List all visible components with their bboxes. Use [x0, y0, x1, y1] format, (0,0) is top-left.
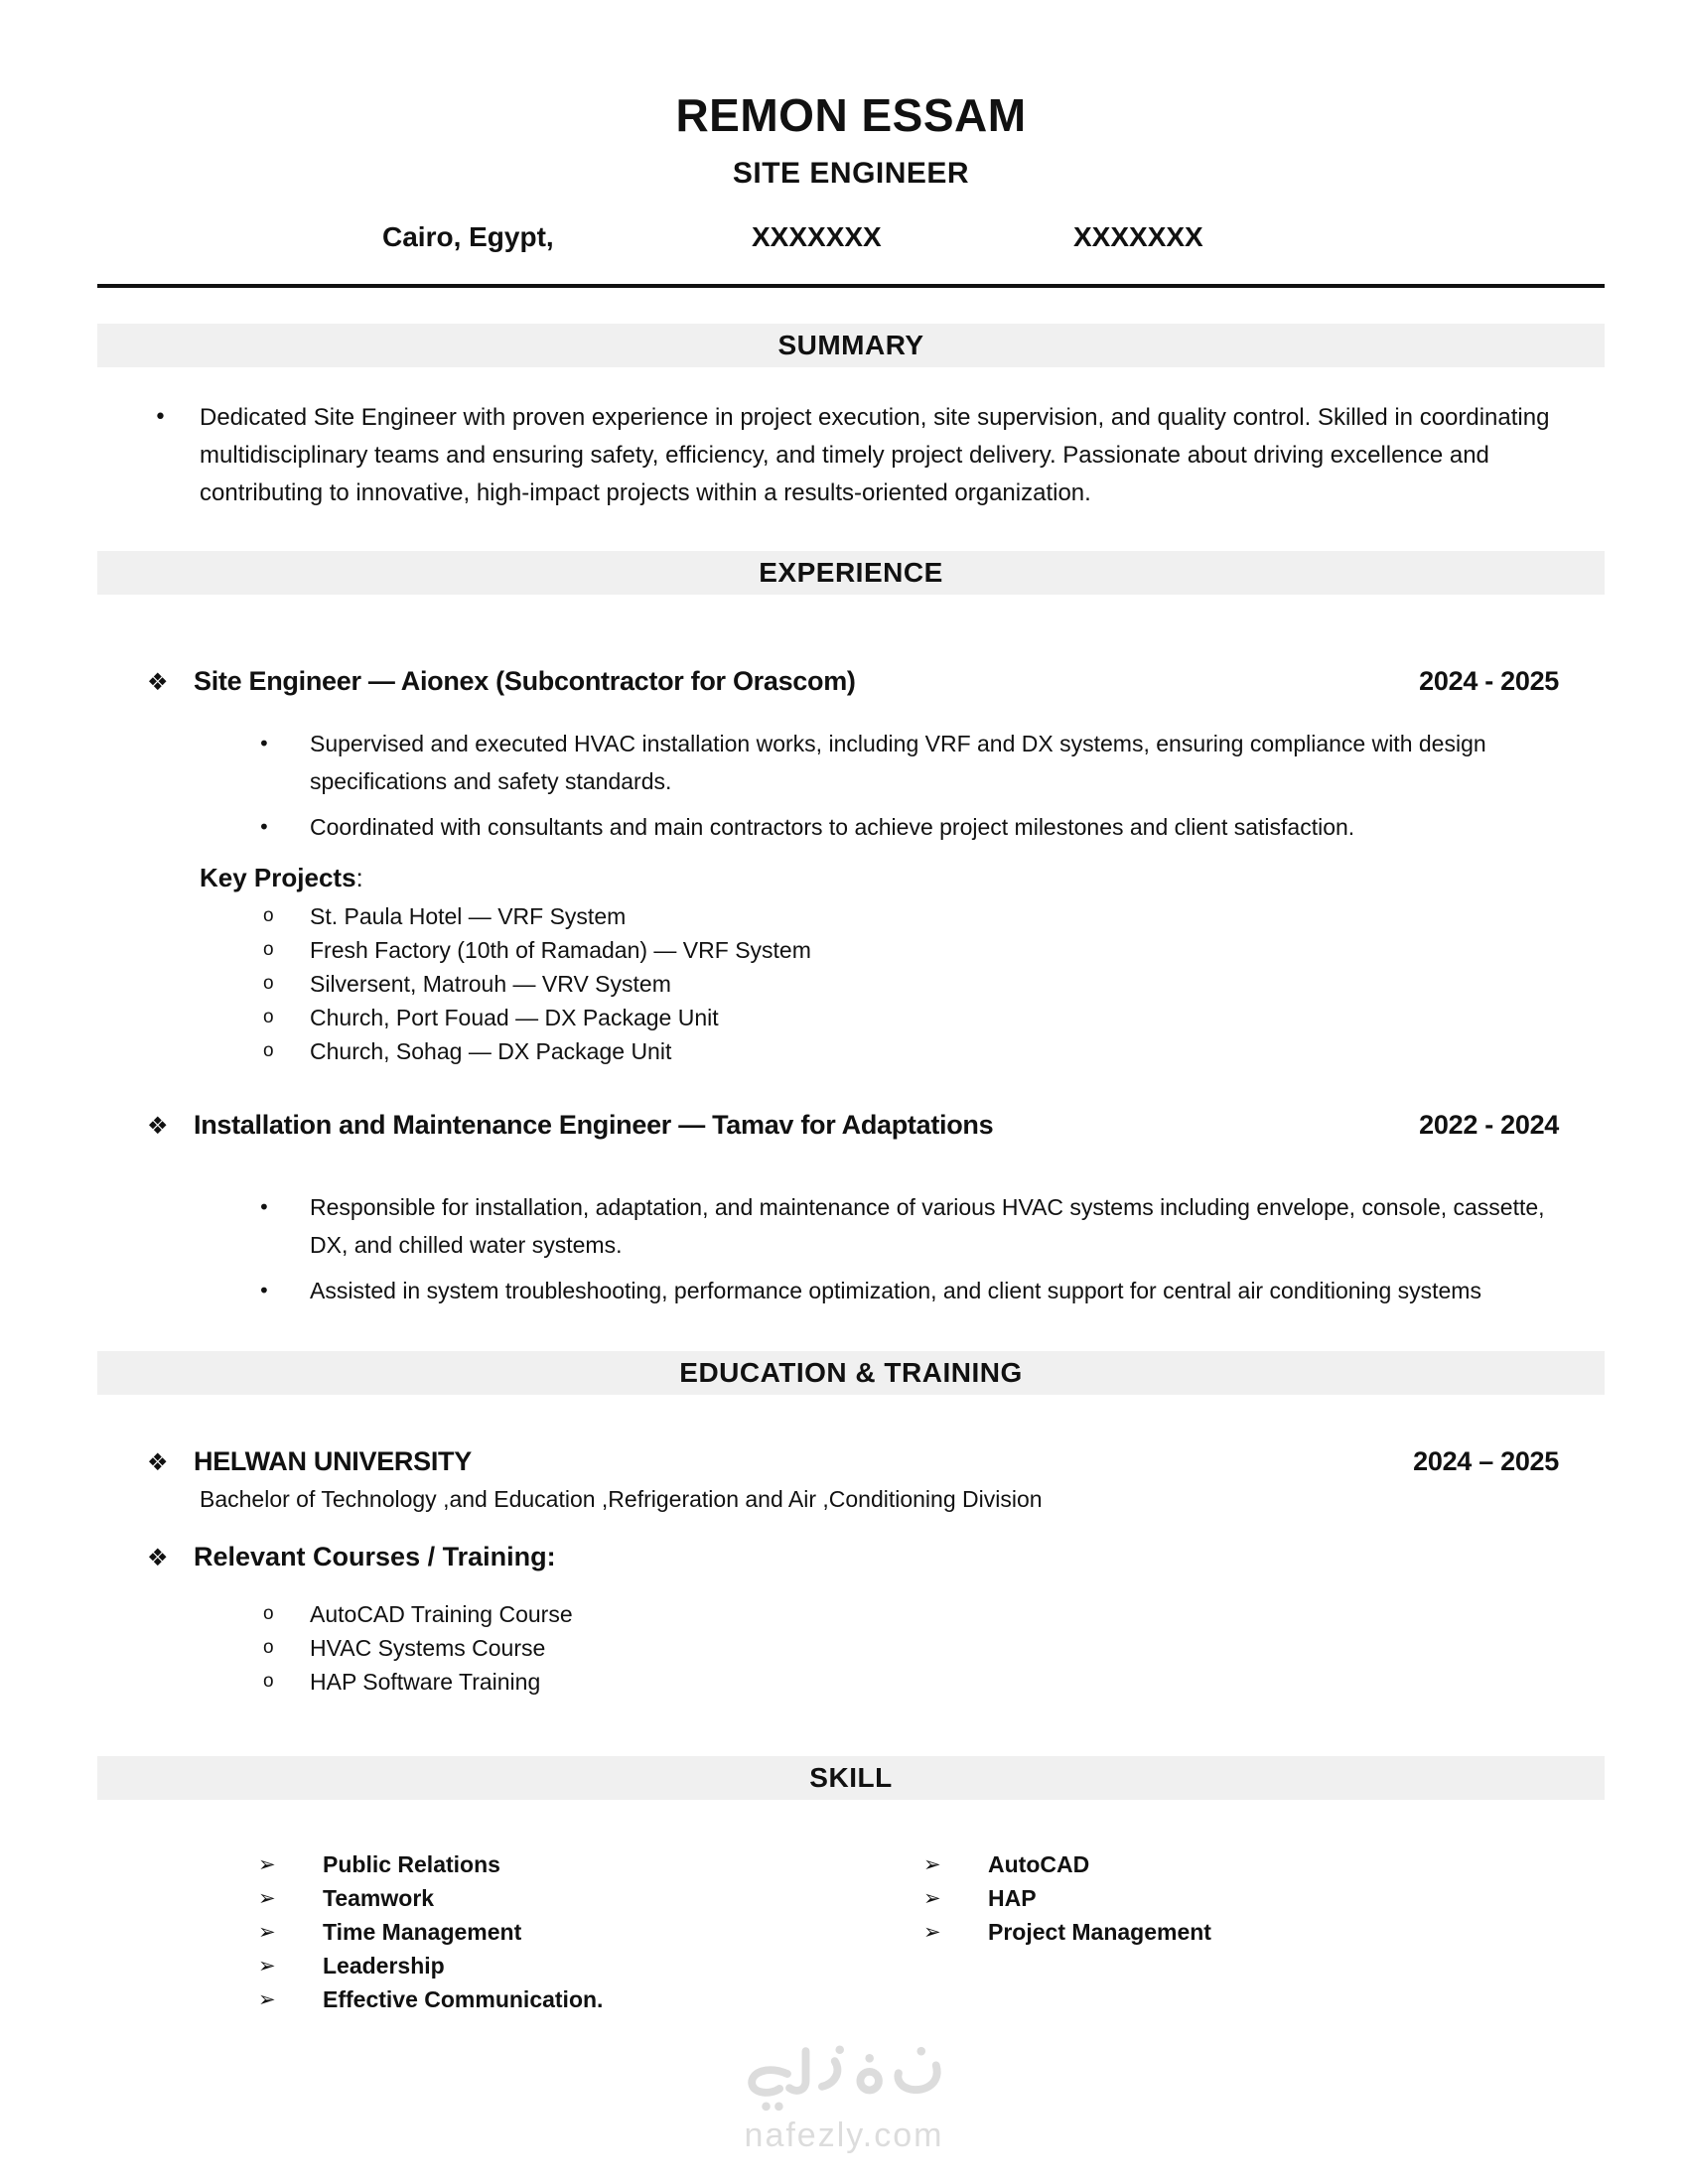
circle-bullet-icon: o: [263, 1637, 274, 1658]
arrow-bullet-icon: ➢: [258, 1987, 276, 2011]
key-projects-heading: [97, 862, 1605, 893]
skill-item: [923, 1915, 1420, 1949]
skill-item: [258, 1847, 923, 1881]
job-bullet-text: Coordinated with consultants and main contractors to achieve project milestones and client satisfaction.: [310, 814, 1355, 840]
circle-bullet-icon: o: [263, 939, 274, 960]
job-bullet: [97, 725, 1605, 800]
course-text: HAP Software Training: [310, 1669, 541, 1695]
circle-bullet-icon: o: [263, 973, 274, 994]
watermark-domain-text: nafezly.com: [744, 2116, 944, 2154]
diamond-bullet-icon: ❖: [147, 668, 169, 696]
nafezly-logo-arabic-icon: [738, 2044, 950, 2114]
summary-list: [97, 399, 1605, 512]
candidate-job-title: SITE ENGINEER: [732, 157, 970, 190]
arrow-bullet-icon: ➢: [923, 1852, 941, 1876]
job-bullet-text: Supervised and executed HVAC installation works, including VRF and DX systems, ensuring compliance with design specifications and safety standards.: [310, 731, 1486, 794]
bullet-dot-icon: •: [154, 405, 167, 430]
job1-dates: 2024 - 2025: [1419, 666, 1559, 696]
course-item: [97, 1631, 1605, 1665]
key-project-item: [97, 933, 1605, 967]
skills-left-column: [258, 1847, 923, 2016]
diamond-bullet-icon: ❖: [147, 1544, 169, 1571]
watermark: [0, 2044, 1688, 2153]
skill-text: Leadership: [323, 1953, 445, 1979]
university-heading-row: [97, 1444, 1605, 1479]
arrow-bullet-icon: ➢: [923, 1920, 941, 1944]
arrow-bullet-icon: ➢: [258, 1886, 276, 1910]
degree-text: Bachelor of Technology ,and Education ,Refrigeration and Air ,Conditioning Division: [200, 1486, 1043, 1512]
key-project-item: [97, 967, 1605, 1001]
course-item: [97, 1665, 1605, 1699]
job-bullet-text: Responsible for installation, adaptation, and maintenance of various HVAC systems including envelope, console, cassette, DX, and chilled water systems.: [310, 1194, 1545, 1258]
courses-heading-row: [97, 1541, 1605, 1573]
key-project-text: Church, Sohag — DX Package Unit: [310, 1038, 672, 1064]
circle-bullet-icon: o: [263, 1671, 274, 1692]
arrow-bullet-icon: ➢: [923, 1886, 941, 1910]
skills-right-column: [923, 1847, 1420, 2016]
course-text: HVAC Systems Course: [310, 1635, 546, 1661]
skill-text: Project Management: [988, 1919, 1211, 1945]
header-divider: [97, 284, 1605, 288]
job1-bullet-list: [97, 725, 1605, 846]
phone-masked-text: XXXXXXX: [752, 221, 882, 252]
skill-text: Teamwork: [323, 1885, 435, 1911]
skill-section-heading: SKILL: [97, 1756, 1605, 1800]
key-projects-colon: :: [355, 863, 363, 892]
key-project-item: [97, 1001, 1605, 1034]
circle-bullet-icon: o: [263, 1040, 274, 1061]
skill-item: [258, 1982, 923, 2016]
skill-item: [923, 1847, 1420, 1881]
job2-title: Installation and Maintenance Engineer — Tamav for Adaptations: [194, 1110, 994, 1140]
bullet-dot-icon: •: [258, 815, 270, 839]
job-bullet-text: Assisted in system troubleshooting, performance optimization, and client support for central air conditioning systems: [310, 1278, 1481, 1303]
summary-section-heading: SUMMARY: [97, 324, 1605, 367]
arrow-bullet-icon: ➢: [258, 1920, 276, 1944]
job1-heading-row: [97, 664, 1605, 699]
skill-item: [923, 1881, 1420, 1915]
email-masked-text: XXXXXXX: [1073, 221, 1203, 252]
job1-title: Site Engineer — Aionex (Subcontractor for Orascom): [194, 666, 856, 696]
location-text: Cairo, Egypt,: [382, 221, 554, 252]
circle-bullet-icon: o: [263, 1007, 274, 1027]
candidate-name: REMON ESSAM: [675, 89, 1027, 141]
key-projects-label: Key Projects: [200, 863, 356, 892]
courses-list: [97, 1597, 1605, 1699]
contact-row: [97, 221, 1605, 252]
bullet-dot-icon: •: [258, 1279, 270, 1302]
diamond-bullet-icon: ❖: [147, 1112, 169, 1140]
experience-section-heading: EXPERIENCE: [97, 551, 1605, 595]
arrow-bullet-icon: ➢: [258, 1954, 276, 1978]
course-item: [97, 1597, 1605, 1631]
skills-area: [97, 1847, 1605, 2016]
key-project-text: Fresh Factory (10th of Ramadan) — VRF System: [310, 937, 811, 963]
skill-text: Public Relations: [323, 1851, 500, 1877]
university-name: HELWAN UNIVERSITY: [194, 1446, 472, 1476]
key-project-text: St. Paula Hotel — VRF System: [310, 903, 627, 929]
job-bullet: [97, 1272, 1605, 1309]
education-section-heading: EDUCATION & TRAINING: [97, 1351, 1605, 1395]
circle-bullet-icon: o: [263, 1603, 274, 1624]
skill-text: Time Management: [323, 1919, 522, 1945]
summary-bullet: [97, 399, 1605, 512]
circle-bullet-icon: o: [263, 905, 274, 926]
job-bullet: [97, 808, 1605, 846]
key-project-text: Church, Port Fouad — DX Package Unit: [310, 1005, 719, 1030]
skill-text: AutoCAD: [988, 1851, 1090, 1877]
job2-heading-row: [97, 1108, 1605, 1143]
skill-text: HAP: [988, 1885, 1037, 1911]
university-dates: 2024 – 2025: [1413, 1446, 1559, 1476]
job2-dates: 2022 - 2024: [1419, 1110, 1559, 1140]
skill-item: [258, 1949, 923, 1982]
course-text: AutoCAD Training Course: [310, 1601, 573, 1627]
courses-heading-text: Relevant Courses / Training:: [194, 1542, 556, 1571]
summary-text: Dedicated Site Engineer with proven experience in project execution, site supervision, and quality control. Skilled in coordinating multidisciplinary teams and ensuring safety, efficiency, and timely project delivery. Passionate about driving excellence and contributing to innovative, high-impact projects within a results-oriented organization.: [200, 404, 1550, 506]
job-bullet: [97, 1188, 1605, 1264]
key-projects-list: [97, 899, 1605, 1068]
key-project-item: [97, 1034, 1605, 1068]
skill-item: [258, 1881, 923, 1915]
bullet-dot-icon: •: [258, 1195, 270, 1219]
arrow-bullet-icon: ➢: [258, 1852, 276, 1876]
skill-item: [258, 1915, 923, 1949]
skill-text: Effective Communication.: [323, 1986, 604, 2012]
bullet-dot-icon: •: [258, 732, 270, 755]
key-project-item: [97, 899, 1605, 933]
key-project-text: Silversent, Matrouh — VRV System: [310, 971, 671, 997]
job2-bullet-list: [97, 1188, 1605, 1309]
diamond-bullet-icon: ❖: [147, 1448, 169, 1476]
